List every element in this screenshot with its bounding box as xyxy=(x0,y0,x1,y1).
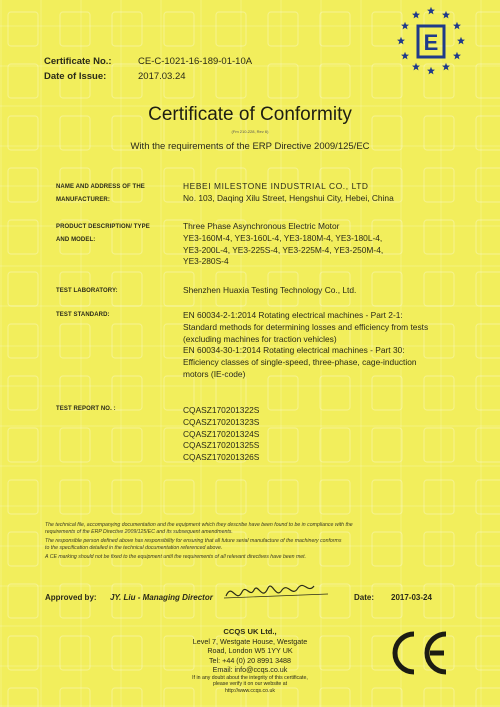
watermark-tile xyxy=(8,272,38,306)
lab-value: Shenzhen Huaxia Testing Technology Co., Ltd. xyxy=(183,285,357,295)
ce-mark xyxy=(386,628,452,678)
standard-line: (excluding machines for traction vehicles) xyxy=(183,333,337,344)
manufacturer-label-line: MANUFACTURER: xyxy=(56,197,110,203)
logo-star-icon xyxy=(427,7,435,15)
watermark-tile xyxy=(268,480,298,514)
fine-print-line: A CE marking should not be fixed to the equipment until the requirements of all relevant directives have been met. xyxy=(45,554,307,561)
report-number: CQASZ170201326S xyxy=(183,452,260,463)
watermark-tile xyxy=(60,428,90,462)
watermark-tile xyxy=(60,688,90,707)
report-number: CQASZ170201325S xyxy=(183,440,260,451)
form-reference: (Fm 210-228, Rev 6) xyxy=(231,129,269,134)
standard-label: TEST STANDARD: xyxy=(56,312,110,318)
watermark-tile xyxy=(8,428,38,462)
certificate-number-label: Certificate No.: xyxy=(44,56,112,67)
fine-print-line: The technical file, accompanying documentation and the equipment which they describe have been found to be in compliance with the xyxy=(45,522,353,528)
standard-line: EN 60034-2-1:2014 Rotating electrical machines - Part 2-1: xyxy=(183,310,403,320)
watermark-tile xyxy=(476,12,500,46)
watermark-tile xyxy=(8,64,38,98)
watermark-tile xyxy=(216,480,246,514)
manufacturer-label xyxy=(56,181,166,207)
approver-name: JY. Liu - Managing Director xyxy=(110,593,213,602)
watermark-tile xyxy=(112,12,142,46)
logo-star-icon xyxy=(412,63,420,71)
watermark-tile xyxy=(476,584,500,618)
watermark-tile xyxy=(216,12,246,46)
watermark-tile xyxy=(8,688,38,707)
watermark-tile xyxy=(216,64,246,98)
watermark-tile xyxy=(268,64,298,98)
issuer-address: Level 7, Westgate House, Westgate xyxy=(192,636,308,646)
standard-value xyxy=(183,310,443,381)
lab-label: TEST LABORATORY: xyxy=(56,288,118,294)
watermark-tile xyxy=(476,376,500,410)
manufacturer-name: HEBEI MILESTONE INDUSTRIAL CO., LTD xyxy=(183,181,369,191)
watermark-tile xyxy=(268,12,298,46)
fine-print-line: requirements of the ERP Directive 2009/125/EC and its subsequent amendments. xyxy=(45,528,233,535)
watermark-tile xyxy=(112,480,142,514)
watermark-tile xyxy=(60,480,90,514)
report-label: TEST REPORT NO. : xyxy=(56,406,116,412)
watermark-tile xyxy=(320,480,350,514)
watermark-tile xyxy=(112,324,142,358)
manufacturer-label-line: NAME AND ADDRESS OF THE xyxy=(56,184,145,190)
watermark-tile xyxy=(8,532,38,566)
watermark-tile xyxy=(476,324,500,358)
product-label xyxy=(56,221,166,247)
logo-star-icon xyxy=(412,11,420,19)
watermark-tile xyxy=(8,584,38,618)
watermark-tile xyxy=(476,688,500,707)
fine-print-line: to the specification detailed in the technical documentation referenced above. xyxy=(45,544,223,551)
subtitle: With the requirements of the ERP Directive 2009/125/EC xyxy=(130,141,370,152)
watermark-tile xyxy=(164,480,194,514)
compliance-statement xyxy=(45,522,465,561)
logo-star-icon xyxy=(397,37,405,45)
product-models: YE3-280S-4 xyxy=(183,256,229,267)
watermark-tile xyxy=(476,532,500,566)
issuer-website-link[interactable]: http://www.ccqs.co.uk xyxy=(225,687,275,694)
product-models: YE3-200L-4, YE3-225S-4, YE3-225M-4, YE3-250M-4, xyxy=(183,244,384,255)
watermark-tile xyxy=(112,688,142,707)
product-description: Three Phase Asynchronous Electric Motor xyxy=(183,221,340,231)
report-number: CQASZ170201324S xyxy=(183,428,260,439)
watermark-tile xyxy=(8,376,38,410)
issuer-company: CCQS UK Ltd., xyxy=(223,627,277,636)
watermark-tile xyxy=(424,480,454,514)
report-number: CQASZ170201322S xyxy=(183,405,260,415)
logo-star-icon xyxy=(401,52,409,60)
watermark-tile xyxy=(476,272,500,306)
product-models: YE3-160M-4, YE3-160L-4, YE3-180M-4, YE3-180L-4, xyxy=(183,232,383,243)
watermark-tile xyxy=(60,324,90,358)
issuer-address: Road, London W5 1YY UK xyxy=(207,646,293,656)
watermark-tile xyxy=(8,220,38,254)
manufacturer-address: No. 103, Daqing Xilu Street, Hengshui City, Hebei, China xyxy=(183,192,394,203)
manufacturer-value xyxy=(183,181,443,205)
logo-star-icon xyxy=(427,67,435,75)
product-label-line: PRODUCT DESCRIPTION/ TYPE xyxy=(56,224,150,230)
watermark-tile xyxy=(476,636,500,670)
watermark-tile xyxy=(476,220,500,254)
signature-scribble xyxy=(222,576,332,606)
watermark-tile xyxy=(8,636,38,670)
logo-star-icon xyxy=(457,37,465,45)
watermark-tile xyxy=(476,168,500,202)
watermark-tile xyxy=(476,64,500,98)
date-label: Date: xyxy=(354,593,375,602)
standard-line: motors (IE-code) xyxy=(183,368,246,379)
watermark-tile xyxy=(164,12,194,46)
certificate-number-value: CE-C-1021-16-189-01-10A xyxy=(138,56,253,67)
logo-star-icon xyxy=(453,52,461,60)
standard-line: Standard methods for determining losses and efficiency from tests xyxy=(183,321,429,332)
issuer-email: Email: info@ccqs.co.uk xyxy=(212,665,288,675)
fine-print-line: The responsible person defined above has responsibility for ensuring that all future serial manufacture of the machinery conforms xyxy=(45,538,342,545)
standard-line: Efficiency classes of single-speed, three-phase, cage-induction xyxy=(183,357,417,368)
watermark-tile xyxy=(476,428,500,462)
watermark-tile xyxy=(372,480,402,514)
logo-star-icon xyxy=(401,22,409,30)
watermark-tile xyxy=(8,168,38,202)
page-title: Certificate of Conformity xyxy=(148,104,352,125)
watermark-tile xyxy=(112,636,142,670)
watermark-tile xyxy=(60,636,90,670)
ccqs-star-logo xyxy=(396,6,466,76)
product-value xyxy=(183,221,443,268)
report-number: CQASZ170201323S xyxy=(183,416,260,427)
issue-date-label: Date of Issue: xyxy=(44,71,107,82)
watermark-tile xyxy=(320,12,350,46)
verify-note: If in any doubt about the integrity of this certificate, xyxy=(192,674,308,681)
watermark-tile xyxy=(320,64,350,98)
issuer-footer xyxy=(150,627,350,694)
watermark-tile xyxy=(112,428,142,462)
standard-line: EN 60034-30-1:2014 Rotating electrical machines - Part 30: xyxy=(183,345,405,356)
watermark-tile xyxy=(60,12,90,46)
date-value: 2017-03-24 xyxy=(391,593,432,602)
watermark-tile xyxy=(372,688,402,707)
watermark-tile xyxy=(8,12,38,46)
logo-star-icon xyxy=(442,11,450,19)
logo-star-icon xyxy=(442,63,450,71)
issuer-phone: Tel: +44 (0) 20 8991 3488 xyxy=(208,655,292,665)
verify-note: please verify it on our website at xyxy=(212,681,288,688)
logo-letter: E xyxy=(423,30,439,55)
approved-by-label: Approved by: xyxy=(45,593,97,602)
watermark-tile xyxy=(476,480,500,514)
watermark-tile xyxy=(424,688,454,707)
report-list xyxy=(183,405,443,464)
watermark-tile xyxy=(8,480,38,514)
logo-star-icon xyxy=(453,22,461,30)
watermark-tile xyxy=(8,324,38,358)
product-label-line: AND MODEL: xyxy=(56,237,96,243)
issue-date-value: 2017.03.24 xyxy=(138,71,186,82)
